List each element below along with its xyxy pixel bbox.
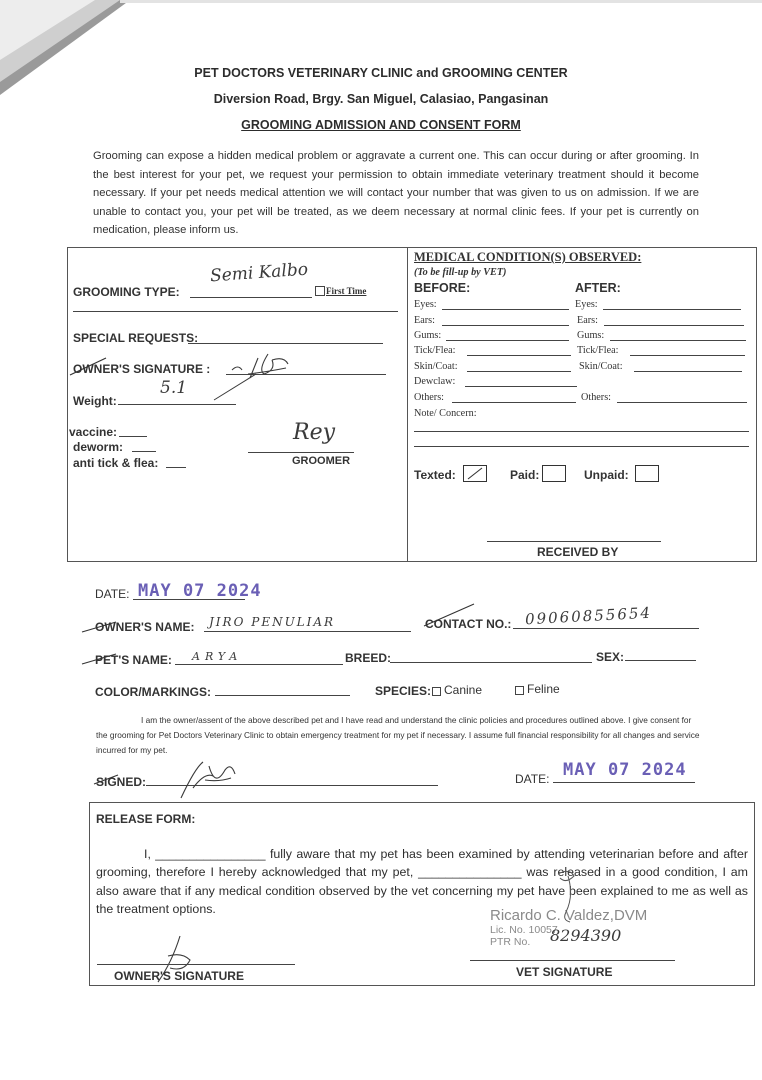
vaccine-line[interactable] [119,436,147,437]
scan-corner-shadow [0,0,130,100]
species-label: SPECIES: [375,684,432,698]
before-eyes-line[interactable] [442,309,569,310]
pet-name-label: PET'S NAME: [95,653,172,667]
after-gums: Gums: [577,330,605,341]
unpaid-label: Unpaid: [584,468,629,482]
after-eyes-line[interactable] [603,309,741,310]
intro-paragraph: Grooming can expose a hidden medical problem or aggravate a current one. This can occur during or after grooming. In the best interest for your pet, we request your permission to obtain immediate veterinary treatment should it become necessary. If your pet needs medical attention we will contact your number that was given to us on admission. If we are unable to contact you, your pet will be treated, as we deem necessary at normal clinic fees. If your pet is currently on medication, please inform us. [93,150,699,236]
consent-paragraph [96,713,702,758]
texted-checkbox[interactable] [463,465,487,482]
sex-line[interactable] [625,660,696,661]
release-title: RELEASE FORM: [96,812,196,826]
breed-label: BREED: [345,651,392,665]
after-tick-line[interactable] [630,355,745,356]
color-label: COLOR/MARKINGS: [95,685,211,699]
deworm-label: deworm: [73,440,124,454]
before-skin-line[interactable] [467,371,571,372]
unpaid-checkbox[interactable] [635,465,659,482]
owner-release-line[interactable] [97,964,295,965]
contact-label: CONTACT NO.: [425,617,512,631]
first-time-label: First Time [326,286,367,296]
weight-line[interactable] [118,404,236,405]
feline-checkbox[interactable] [515,686,524,695]
antitick-line[interactable] [166,467,186,468]
texted-label: Texted: [414,468,456,482]
after-tick: Tick/Flea: [577,345,619,356]
weight-value[interactable]: 5.1 [160,378,188,398]
before-others: Others: [414,392,444,403]
contact-strike [420,600,480,630]
vet-signature-scribble [548,866,588,926]
before-dewclaw: Dewclaw: [414,376,456,387]
clinic-address: Diversion Road, Brgy. San Miguel, Calasiao, Pangasinan [213,92,549,106]
vet-ptr-value: 8294390 [550,926,622,945]
owner-name-strike [80,618,120,634]
date-stamp: MAY 07 2024 [138,581,262,601]
scan-top-edge [120,0,762,3]
owner-name-line[interactable] [204,631,411,632]
signed-date-stamp: MAY 07 2024 [563,760,687,780]
received-by-label: RECEIVED BY [537,545,619,559]
contact-value[interactable]: 09060855654 [524,603,653,629]
medical-subtitle: (To be fill-up by VET) [414,267,507,278]
signed-scribble [175,758,245,804]
before-tick: Tick/Flea: [414,345,456,356]
paid-checkbox[interactable] [542,465,566,482]
grooming-type-value[interactable]: Semi Kalbo [209,259,309,287]
special-requests-line[interactable] [188,343,383,344]
pet-name-value[interactable]: ARYA [192,650,243,663]
deworm-line[interactable] [132,451,156,452]
color-line[interactable] [215,695,350,696]
release-paragraph [96,845,748,918]
received-by-line[interactable] [487,541,661,542]
medical-title: MEDICAL CONDITION(S) OBSERVED: [414,250,642,264]
before-others-line[interactable] [452,402,576,403]
owner-sig-label: OWNER'S SIGNATURE [114,969,244,983]
paid-label: Paid: [510,468,540,482]
after-label: AFTER: [575,281,621,295]
before-ears-line[interactable] [442,325,569,326]
first-time-checkbox[interactable] [315,286,325,296]
grooming-type-line [190,297,312,298]
groomer-line [248,452,354,453]
owner-name-label: OWNER'S NAME: [95,620,195,634]
clinic-name: PET DOCTORS VETERINARY CLINIC and GROOMING CENTER [194,66,568,80]
canine-label: Canine [444,683,483,697]
breed-line[interactable] [390,662,592,663]
after-others: Others: [581,392,611,403]
after-gums-line[interactable] [610,340,746,341]
vet-ptr: PTR No. [490,936,531,948]
signed-date-label: DATE: [515,772,550,786]
vaccine-label: vaccine: [69,425,118,439]
form-title: GROOMING ADMISSION AND CONSENT FORM [241,118,521,132]
canine-checkbox[interactable] [432,687,441,696]
before-ears: Ears: [414,315,435,326]
owner-name-value[interactable]: JIRO PENULIAR [209,615,336,629]
vet-release-line[interactable] [470,960,675,961]
after-others-line[interactable] [617,402,747,403]
grooming-type-line-2 [73,311,398,312]
vet-lic: Lic. No. 10057 [490,924,558,936]
signed-date-line[interactable] [553,782,695,783]
after-ears-line[interactable] [604,325,744,326]
groomer-label: GROOMER [292,455,351,467]
special-requests-label: SPECIAL REQUESTS: [73,331,199,345]
sex-label: SEX: [596,650,625,664]
vet-name: Ricardo C. Valdez,DVM [490,907,648,924]
before-dewclaw-line[interactable] [465,386,577,387]
column-divider [407,247,408,562]
after-skin: Skin/Coat: [579,361,623,372]
grooming-type-label: GROOMING TYPE: [73,285,180,299]
release-text: I, ________________ fully aware that my pet has been examined by attending veterinarian before and after grooming, therefore I hereby acknowledged that my pet, _______________ was released in a good condition, I am also aware that if any medical condition observed by the vet concerning my pet have been explained to me as well as the treatment options. [96,847,748,916]
note-line-2[interactable] [414,446,749,447]
note-line-1[interactable] [414,431,749,432]
signed-strike [92,772,122,786]
before-gums-line[interactable] [446,340,569,341]
vet-sig-label: VET SIGNATURE [516,965,613,979]
strike-mark [68,355,108,377]
before-gums: Gums: [414,330,442,341]
consent-text-2: I give consent for the grooming for Pet Doctors Veterinary Clinic to obtain emergency treatment for my pet if necessary. I assume full financial responsibility for all changes and service incurred for my pet. [96,715,700,755]
date-line[interactable] [133,599,245,600]
note-label: Note/ Concern: [414,408,477,419]
after-eyes: Eyes: [575,299,598,310]
groomer-name: Rey [293,420,336,445]
signed-label: SIGNED: [96,775,147,789]
before-label: BEFORE: [414,281,471,295]
before-eyes: Eyes: [414,299,437,310]
weight-label: Weight: [73,394,117,408]
pet-name-strike [80,650,120,666]
antitick-label: anti tick & flea: [73,456,159,470]
weight-slash [210,370,260,404]
owner-signature-label: OWNER'S SIGNATURE : [73,362,211,376]
pet-name-line[interactable] [175,664,343,665]
after-skin-line[interactable] [634,371,742,372]
feline-label: Feline [527,682,560,696]
contact-line[interactable] [513,628,699,629]
before-tick-line[interactable] [467,355,571,356]
date-label: DATE: [95,587,130,601]
consent-text-1: I am the owner/assent of the above described pet and I have read and understand the clinic policies and procedures outlined above. [141,715,626,725]
after-ears: Ears: [577,315,598,326]
before-skin: Skin/Coat: [414,361,458,372]
